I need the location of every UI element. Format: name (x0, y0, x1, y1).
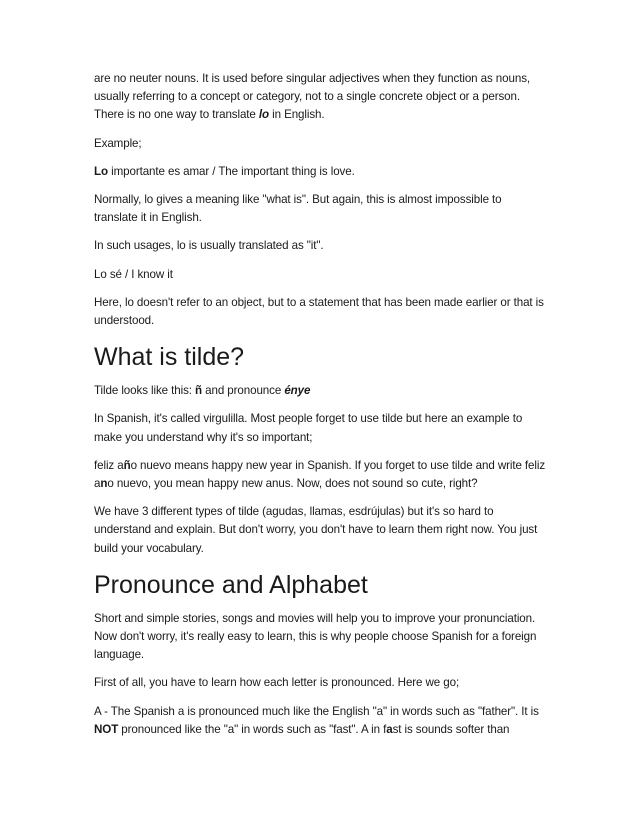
paragraph-tilde-looks: Tilde looks like this: ñ and pronounce énye (94, 384, 311, 398)
paragraph-example-label: Example; (94, 136, 142, 150)
paragraph-lo-statement: Here, lo doesn't refer to an object, but to a statement that has been made earlier or that is understood. (94, 295, 544, 328)
paragraph-tilde-types: We have 3 different types of tilde (agudas, llamas, esdrújulas) but it's so hard to understand and explain. But don't worry, you don't have to learn them right now. You just build your vocabulary. (94, 505, 538, 555)
paragraph-virgulilla: In Spanish, it's called virgulilla. Most people forget to use tilde but here an example to make you understand why it's so important; (94, 412, 523, 444)
emphasis-lo: lo (258, 108, 270, 122)
paragraph-first-of-all: First of all, you have to learn how each letter is pronounced. Here we go; (94, 676, 460, 690)
paragraph-lo-meaning: Normally, lo gives a meaning like "what is". But again, this is almost impossible to translate it in English. (94, 193, 502, 225)
heading-pronounce-alphabet: Pronounce and Alphabet (94, 570, 368, 599)
emphasis-lo-capital: Lo (94, 164, 108, 178)
paragraph-feliz-ano: feliz año nuevo means happy new year in Spanish. If you forget to use tilde and write feliz ano nuevo, you mean happy new anus. Now, does not sound so cute, right? (94, 458, 546, 491)
paragraph-lo-neuter: are no neuter nouns. It is used before singular adjectives when they function as nouns, usually referring to a concept or category, not to a single concrete object or a person. There is no one way to translate lo in English. (94, 72, 531, 122)
paragraph-letter-a: A - The Spanish a is pronounced much like the English "a" in words such as "father". It is NOT pronounced like the "a" in words such as "fast". A in fast is sounds softer than (94, 704, 539, 736)
emphasis-not: NOT (94, 722, 119, 736)
emphasis-a-in-fast: a (386, 722, 393, 736)
paragraph-lo-se: Lo sé / I know it (94, 267, 173, 281)
paragraph-stories-songs: Short and simple stories, songs and movies will help you to improve your pronunciation. Now don't worry, it's really easy to learn, this is why people choose Spanish for a foreign language. (94, 611, 537, 662)
heading-what-is-tilde: What is tilde? (94, 343, 245, 372)
emphasis-enye-word: énye (284, 384, 311, 398)
emphasis-n-plain: n (100, 477, 108, 491)
emphasis-n-tilde: ñ (123, 458, 131, 472)
paragraph-lo-it: In such usages, lo is usually translated as "it". (94, 239, 324, 253)
paragraph-example-sentence: Lo importante es amar / The important thing is love. (94, 164, 355, 178)
emphasis-enye-letter: ñ (195, 384, 202, 398)
